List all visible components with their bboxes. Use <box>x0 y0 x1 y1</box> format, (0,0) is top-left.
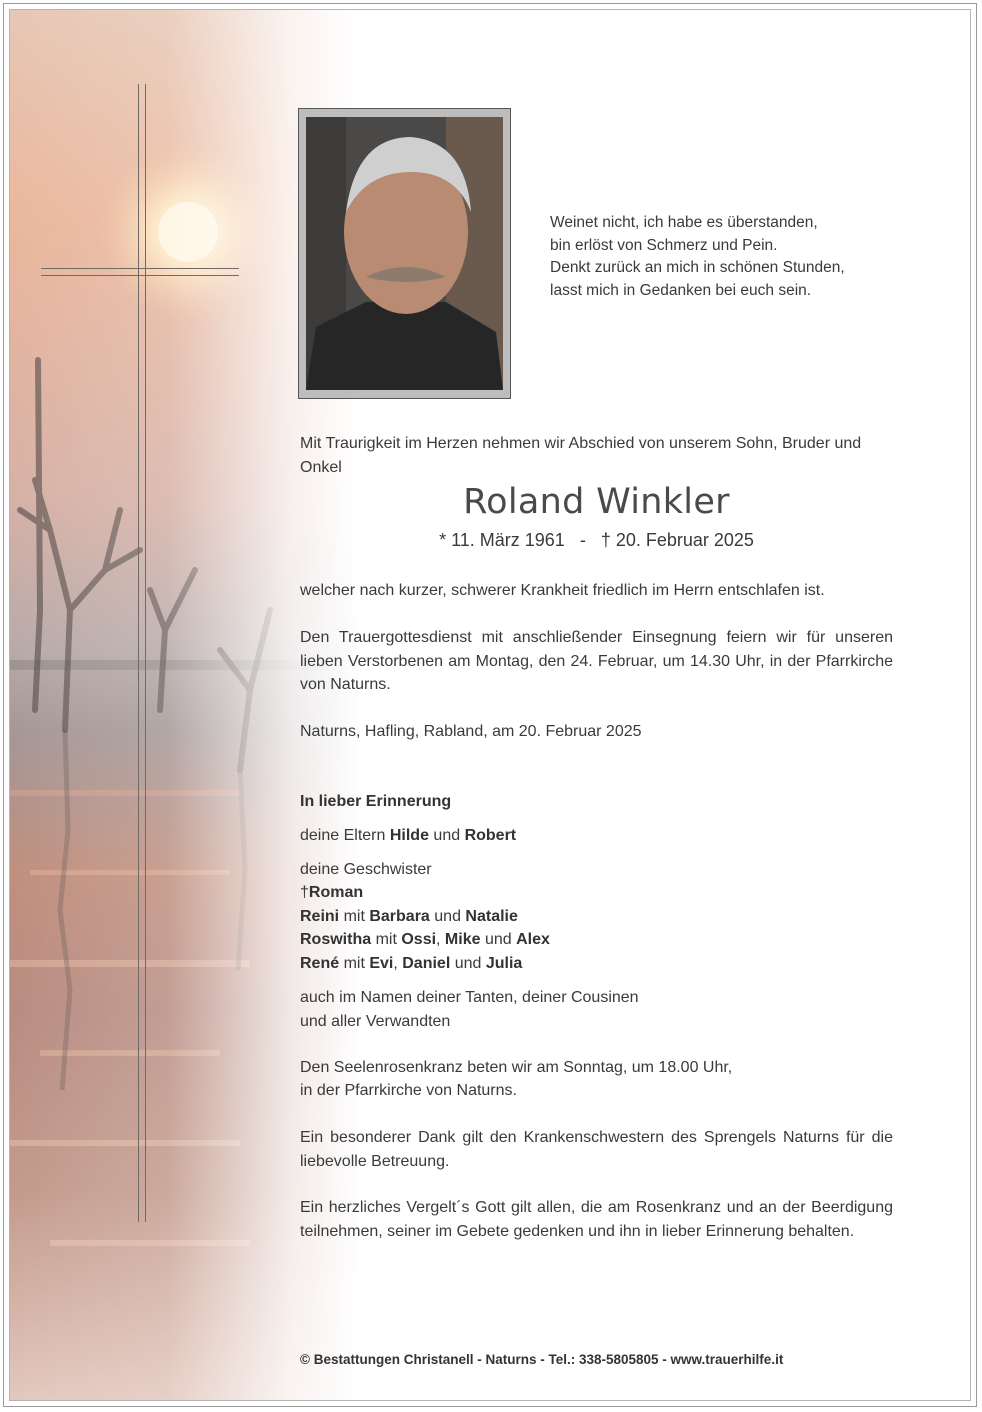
relative-name: Evi <box>369 955 394 972</box>
relatives-line-1: auch im Namen deiner Tanten, deiner Cousinen <box>300 989 639 1006</box>
rosary-line-2: in der Pfarrkirche von Naturns. <box>300 1082 517 1099</box>
sibling-name: Roman <box>308 884 364 901</box>
connector: mit <box>371 931 402 948</box>
poem-line: lasst mich in Gedanken bei euch sein. <box>550 281 812 299</box>
sibling-roman <box>300 881 893 905</box>
parents-prefix: deine Eltern <box>300 827 390 844</box>
deceased-name: Roland Winkler <box>463 482 730 522</box>
connector: und <box>429 908 466 925</box>
portrait-illustration <box>306 117 503 390</box>
poem-line: Weinet nicht, ich habe es überstanden, <box>550 214 818 231</box>
cross-horizontal-beam <box>41 268 239 276</box>
sibling-rene <box>300 952 893 976</box>
relative-name: Mike <box>444 931 481 948</box>
sibling-reini <box>300 905 893 929</box>
relative-name: Daniel <box>402 955 451 972</box>
relatives-line-2: und aller Verwandten <box>300 1013 451 1030</box>
death-text: welcher nach kurzer, schwerer Krankheit friedlich im Herrn entschlafen ist. <box>300 582 825 599</box>
relative-name: Julia <box>485 955 523 972</box>
cross-vertical-beam <box>138 84 146 1222</box>
father-name: Robert <box>464 827 517 844</box>
memory-heading <box>300 790 893 814</box>
place-date: Naturns, Hafling, Rabland, am 20. Februar 2025 <box>300 723 642 740</box>
sibling-name: René <box>300 955 340 972</box>
relative-name: Barbara <box>369 908 430 925</box>
relative-name: Alex <box>516 931 550 948</box>
rosary-line-1: Den Seelenrosenkranz beten wir am Sonntag, um 18.00 Uhr, <box>300 1059 733 1076</box>
connector: und <box>450 955 486 972</box>
sibling-name: Reini <box>300 908 340 925</box>
portrait-frame <box>298 108 511 399</box>
poem-line: Denkt zurück an mich in schönen Stunden, <box>550 259 845 276</box>
cross-symbol: † <box>300 884 309 901</box>
connector: , <box>436 931 445 948</box>
connector: mit <box>339 955 370 972</box>
service-text: Den Trauergottesdienst mit anschließender Einsegnung feiern wir für unseren lieben Verstorbenen am Montag, den 24. Februar, um 14.30 Uhr, in der Pfarrkirche von Naturns. <box>300 629 893 693</box>
poem-line: bin erlöst von Schmerz und Pein. <box>550 236 778 254</box>
life-dates: * 11. März 1961 - † 20. Februar 2025 <box>439 530 754 550</box>
memory-heading-text: In lieber Erinnerung <box>300 793 452 810</box>
intro-text: Mit Traurigkeit im Herzen nehmen wir Abschied von unserem Sohn, Bruder und Onkel <box>300 435 862 476</box>
poem <box>550 212 845 302</box>
conjunction: und <box>428 827 465 844</box>
funeral-home-footer: © Bestattungen Christanell - Naturns - Tel.: 338-5805805 - www.trauerhilfe.it <box>300 1352 784 1367</box>
portrait-photo <box>306 117 503 390</box>
sibling-name: Roswitha <box>300 931 372 948</box>
siblings-heading: deine Geschwister <box>300 861 432 878</box>
connector: mit <box>339 908 370 925</box>
relative-name: Ossi <box>401 931 437 948</box>
relative-name: Natalie <box>465 908 518 925</box>
gratitude-text: Ein herzliches Vergelt´s Gott gilt allen, die am Rosenkranz und an der Beerdigung teilnehmen, seiner im Gebete gedenken und ihn in lieber Erinnerung behalten. <box>300 1199 893 1240</box>
parents-line <box>300 824 893 848</box>
thanks-text: Ein besonderer Dank gilt den Krankenschwestern des Sprengels Naturns für die liebevolle Betreuung. <box>300 1129 893 1170</box>
sibling-roswitha <box>300 928 893 952</box>
mother-name: Hilde <box>389 827 429 844</box>
connector: und <box>480 931 517 948</box>
connector: , <box>393 955 403 972</box>
